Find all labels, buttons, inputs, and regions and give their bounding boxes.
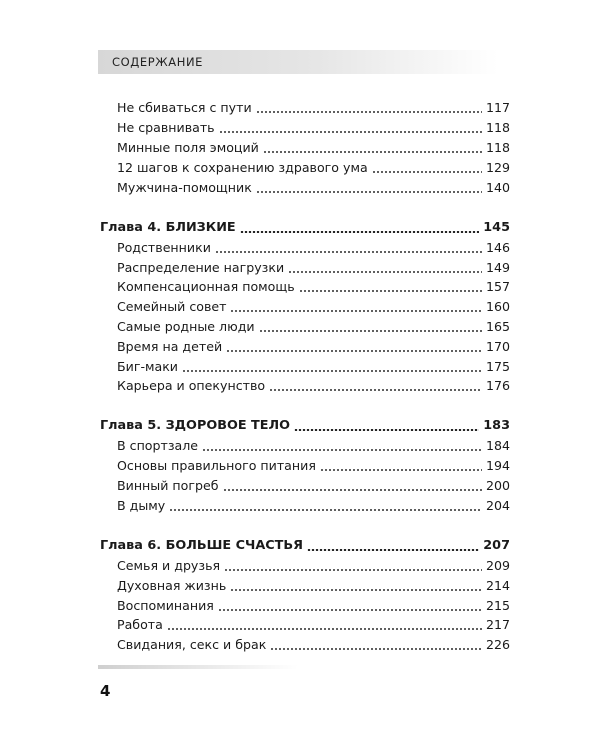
dot-leader xyxy=(223,489,482,491)
toc-entry[interactable] xyxy=(117,476,510,495)
dot-leader xyxy=(167,628,482,630)
section-title: СОДЕРЖАНИЕ xyxy=(112,55,204,69)
toc-entry[interactable] xyxy=(117,178,510,197)
toc-chapter-title: Глава 5. ЗДОРОВОЕ ТЕЛО xyxy=(100,418,291,433)
toc-chapter-title: Глава 4. БЛИЗКИЕ xyxy=(100,220,236,235)
toc-chapter-heading[interactable] xyxy=(100,416,510,435)
toc-entry-page: 184 xyxy=(485,438,510,453)
dot-leader xyxy=(270,648,482,650)
toc-entry-page: 160 xyxy=(485,299,510,314)
toc-entry[interactable] xyxy=(117,357,510,376)
toc-entry-title: Не сбиваться с пути xyxy=(117,100,252,115)
dot-leader xyxy=(256,111,482,113)
toc-chapter-page: 145 xyxy=(483,220,510,235)
toc-entry-page: 146 xyxy=(485,240,510,255)
toc-entry-page: 209 xyxy=(485,558,510,573)
toc-entry-page: 200 xyxy=(485,478,510,493)
toc-chapter-title: Глава 6. БОЛЬШЕ СЧАСТЬЯ xyxy=(100,538,303,553)
toc-entry-page: 129 xyxy=(485,160,510,175)
dot-leader xyxy=(215,251,482,253)
toc-entry[interactable] xyxy=(117,277,510,296)
toc-entry-page: 149 xyxy=(485,260,510,275)
toc-entry[interactable] xyxy=(117,138,510,157)
toc-entry-title: Карьера и опекунство xyxy=(117,378,266,393)
toc-entry[interactable] xyxy=(117,576,510,595)
toc-entry-page: 157 xyxy=(485,279,510,294)
toc-entry-page: 165 xyxy=(485,319,510,334)
dot-leader xyxy=(269,389,482,391)
toc-entry-title: Свидания, секс и брак xyxy=(117,637,267,652)
dot-leader xyxy=(240,231,480,234)
dot-leader xyxy=(256,191,482,193)
toc-entry[interactable] xyxy=(117,456,510,475)
toc-entry-title: Основы правильного питания xyxy=(117,458,316,473)
dot-leader xyxy=(263,151,482,153)
toc-entry[interactable] xyxy=(117,596,510,615)
toc-entry-title: Винный погреб xyxy=(117,478,219,493)
toc-entry-title: Самые родные люди xyxy=(117,319,255,334)
dot-leader xyxy=(224,569,482,571)
toc-entry-page: 140 xyxy=(485,180,510,195)
toc-entry-title: Духовная жизнь xyxy=(117,578,227,593)
dot-leader xyxy=(294,429,479,432)
toc-entry-page: 118 xyxy=(485,120,510,135)
toc-entry[interactable] xyxy=(117,297,510,316)
dot-leader xyxy=(218,609,482,611)
dot-leader xyxy=(288,271,482,273)
toc-entry[interactable] xyxy=(117,238,510,257)
footer-bar xyxy=(98,665,298,669)
toc-entry-page: 170 xyxy=(485,339,510,354)
toc-entry-page: 215 xyxy=(485,598,510,613)
toc-entry[interactable] xyxy=(117,317,510,336)
toc-entry[interactable] xyxy=(117,615,510,634)
toc-entry-page: 226 xyxy=(485,637,510,652)
toc-entry[interactable] xyxy=(117,258,510,277)
toc-entry[interactable] xyxy=(117,635,510,654)
toc-entry-title: Родственники xyxy=(117,240,211,255)
toc-entry-page: 117 xyxy=(485,100,510,115)
toc-chapter-heading[interactable] xyxy=(100,536,510,555)
toc-entry-title: Биг-маки xyxy=(117,359,178,374)
dot-leader xyxy=(320,469,482,471)
dot-leader xyxy=(169,509,482,511)
dot-leader xyxy=(230,310,481,312)
toc-entry-title: В спортзале xyxy=(117,438,199,453)
toc-entry-title: 12 шагов к сохранению здравого ума xyxy=(117,160,368,175)
toc-entry-page: 217 xyxy=(485,617,510,632)
toc-entry-page: 118 xyxy=(485,140,510,155)
dot-leader xyxy=(307,549,479,552)
toc-entry-title: Воспоминания xyxy=(117,598,214,613)
toc-entry[interactable] xyxy=(117,436,510,455)
toc-entry[interactable] xyxy=(117,496,510,515)
toc-entry[interactable] xyxy=(117,158,510,177)
toc-entry-title: Мужчина-помощник xyxy=(117,180,252,195)
page-number: 4 xyxy=(100,682,111,700)
dot-leader xyxy=(230,589,482,591)
toc-entry[interactable] xyxy=(117,376,510,395)
toc-chapter-page: 183 xyxy=(483,418,510,433)
dot-leader xyxy=(219,131,482,133)
toc-entry-page: 204 xyxy=(485,498,510,513)
dot-leader xyxy=(259,330,482,332)
toc-entry-page: 214 xyxy=(485,578,510,593)
dot-leader xyxy=(372,171,482,173)
toc-entry-title: Время на детей xyxy=(117,339,223,354)
toc-entry[interactable] xyxy=(117,556,510,575)
toc-entry-title: Семья и друзья xyxy=(117,558,221,573)
toc-entry-page: 194 xyxy=(485,458,510,473)
toc-entry[interactable] xyxy=(117,337,510,356)
toc-entry-title: Компенсационная помощь xyxy=(117,279,295,294)
toc-entry-title: Работа xyxy=(117,617,163,632)
toc-entry-title: В дыму xyxy=(117,498,166,513)
toc-entry[interactable] xyxy=(117,118,510,137)
toc-entry-title: Семейный совет xyxy=(117,299,227,314)
toc-entry-title: Минные поля эмоций xyxy=(117,140,259,155)
toc-chapter-page: 207 xyxy=(483,538,510,553)
toc-entry-page: 176 xyxy=(485,378,510,393)
toc-chapter-heading[interactable] xyxy=(100,218,510,237)
dot-leader xyxy=(226,350,482,352)
toc-entry-title: Не сравнивать xyxy=(117,120,215,135)
toc-entry[interactable] xyxy=(117,98,510,117)
toc-entry-title: Распределение нагрузки xyxy=(117,260,285,275)
dot-leader xyxy=(182,370,482,372)
dot-leader xyxy=(299,290,482,292)
dot-leader xyxy=(202,449,482,451)
toc-entry-page: 175 xyxy=(485,359,510,374)
